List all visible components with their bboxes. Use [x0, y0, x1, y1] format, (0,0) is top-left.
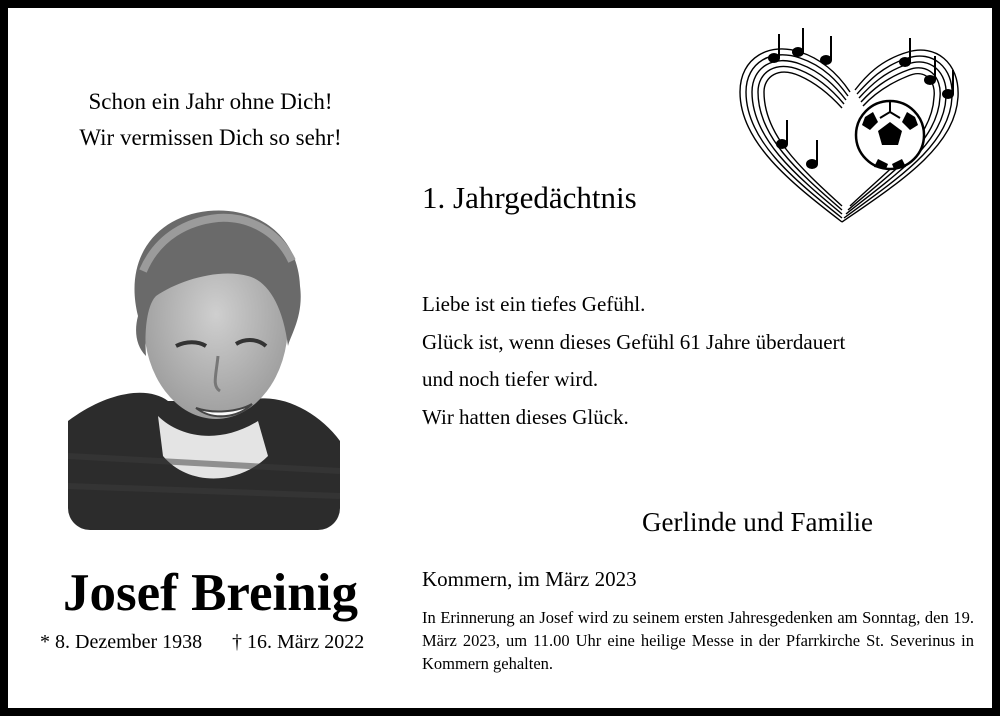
portrait-photo	[68, 196, 340, 530]
deceased-name: Josef Breinig	[63, 564, 358, 622]
poem-line-2: Glück ist, wenn dieses Gefühl 61 Jahre überdauert	[422, 329, 846, 354]
motto-line-1: Schon ein Jahr ohne Dich!	[88, 89, 333, 114]
motto-line-2: Wir vermissen Dich so sehr!	[79, 125, 342, 150]
poem-line-4: Wir hatten dieses Glück.	[422, 404, 629, 429]
birth-date: * 8. Dezember 1938	[40, 631, 203, 653]
death-date: † 16. März 2022	[232, 631, 365, 653]
poem-line-1: Liebe ist ein tiefes Gefühl.	[422, 292, 646, 316]
place-date: Kommern, im März 2023	[422, 567, 637, 591]
memorial-title: 1. Jahrgedächtnis	[422, 180, 637, 215]
poem	[422, 286, 845, 436]
emblem-drawing	[730, 22, 970, 232]
poem-line-3: und noch tiefer wird.	[422, 367, 599, 391]
signature: Gerlinde und Familie	[642, 507, 873, 537]
music-heart-football-icon	[730, 22, 970, 232]
portrait-illustration	[68, 196, 340, 530]
mass-notice: In Erinnerung an Josef wird zu seinem ersten Jahresgedenken am Sonntag, den 19. März 2023, um 11.00 Uhr eine heilige Messe in der Pfarrkirche St. Severinus in Kommern gehalten.	[422, 608, 974, 673]
